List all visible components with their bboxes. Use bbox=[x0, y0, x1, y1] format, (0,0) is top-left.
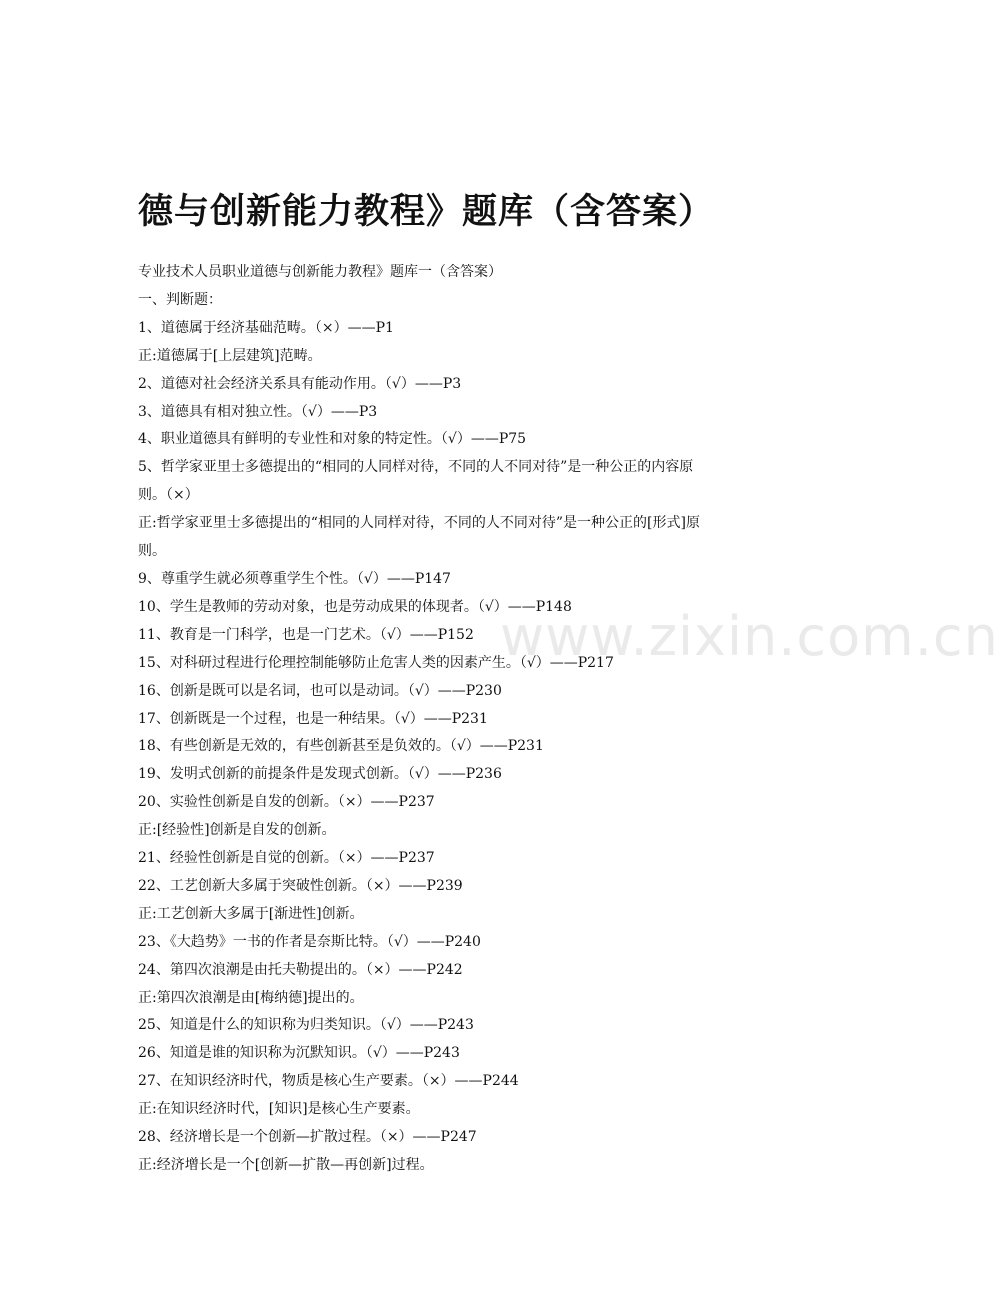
correction-line: 正:工艺创新大多属于[渐进性]创新。 bbox=[138, 905, 364, 922]
section-heading: 一、判断题： bbox=[138, 291, 222, 308]
question-line: 26、知道是谁的知识称为沉默知识。（√）——P243 bbox=[138, 1045, 460, 1062]
question-line: 19、发明式创新的前提条件是发现式创新。（√）——P236 bbox=[138, 766, 502, 783]
question-line: 2、道德对社会经济关系具有能动作用。（√）——P3 bbox=[138, 375, 462, 392]
question-line: 1、道德属于经济基础范畴。（×）——P1 bbox=[138, 319, 394, 336]
question-line: 5、哲学家亚里士多德提出的“相同的人同样对待，不同的人不同对待”是一种公正的内容原 bbox=[138, 459, 694, 476]
subtitle: 专业技术人员职业道德与创新能力教程》题库一（含答案） bbox=[138, 264, 502, 280]
watermark-text: www.zixin.com.cn bbox=[500, 605, 999, 668]
question-line-continuation: 则。（×） bbox=[138, 487, 199, 504]
question-line: 20、实验性创新是自发的创新。（×）——P237 bbox=[138, 794, 435, 811]
question-line: 4、职业道德具有鲜明的专业性和对象的特定性。（√）——P75 bbox=[138, 431, 527, 448]
question-line: 21、经验性创新是自觉的创新。（×）——P237 bbox=[138, 850, 435, 867]
correction-line: 正:第四次浪潮是由[梅纳德]提出的。 bbox=[138, 989, 364, 1006]
document-body bbox=[138, 259, 788, 1180]
question-line: 28、经济增长是一个创新—扩散过程。（×）——P247 bbox=[138, 1129, 477, 1146]
question-line: 15、对科研过程进行伦理控制能够防止危害人类的因素产生。（√）——P217 bbox=[138, 654, 614, 671]
correction-line: 正:哲学家亚里士多德提出的“相同的人同样对待，不同的人不同对待”是一种公正的[形式]原 bbox=[138, 515, 700, 532]
correction-line: 正:在知识经济时代，[知识]是核心生产要素。 bbox=[138, 1101, 420, 1118]
question-line: 22、工艺创新大多属于突破性创新。（×）——P239 bbox=[138, 877, 463, 894]
question-line: 9、尊重学生就必须尊重学生个性。（√）——P147 bbox=[138, 570, 451, 587]
correction-line: 正:[经验性]创新是自发的创新。 bbox=[138, 822, 336, 839]
question-line: 16、创新是既可以是名词，也可以是动词。（√）——P230 bbox=[138, 682, 502, 699]
question-line: 17、创新既是一个过程，也是一种结果。（√）——P231 bbox=[138, 710, 488, 727]
question-line: 3、道德具有相对独立性。（√）——P3 bbox=[138, 403, 378, 420]
question-line: 18、有些创新是无效的，有些创新甚至是负效的。（√）——P231 bbox=[138, 738, 544, 755]
question-line: 27、在知识经济时代，物质是核心生产要素。（×）——P244 bbox=[138, 1073, 519, 1090]
question-line: 10、学生是教师的劳动对象，也是劳动成果的体现者。（√）——P148 bbox=[138, 598, 572, 615]
correction-line-continuation: 则。 bbox=[138, 543, 166, 560]
question-line: 23、《大趋势》一书的作者是奈斯比特。（√）——P240 bbox=[138, 933, 481, 950]
correction-line: 正:经济增长是一个[创新—扩散—再创新]过程。 bbox=[138, 1157, 434, 1173]
correction-line: 正:道德属于[上层建筑]范畴。 bbox=[138, 347, 322, 364]
page-title: 德与创新能力教程》题库（含答案） bbox=[138, 192, 715, 232]
question-line: 11、教育是一门科学，也是一门艺术。（√）——P152 bbox=[138, 626, 474, 643]
question-line: 24、第四次浪潮是由托夫勒提出的。（×）——P242 bbox=[138, 961, 463, 978]
question-line: 25、知道是什么的知识称为归类知识。（√）——P243 bbox=[138, 1017, 474, 1034]
